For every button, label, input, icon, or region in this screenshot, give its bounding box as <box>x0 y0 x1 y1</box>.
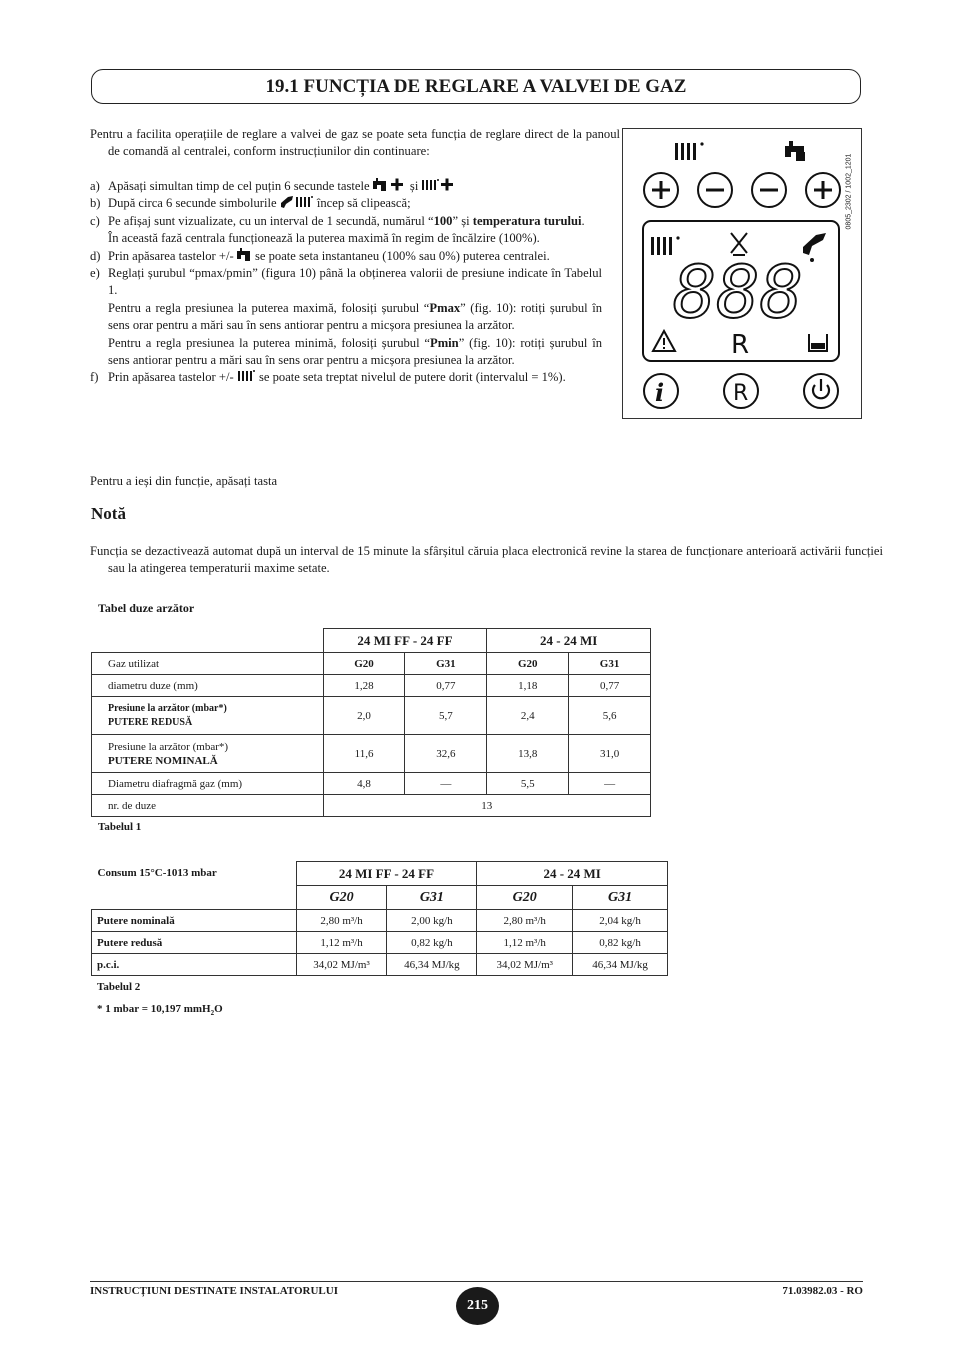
step-e-pmax: Pentru a regla presiunea la puterea maximă, folosiți șurubul “Pmax” (fig. 10): rotiți șurubul în sens orar pentru a mări sau în sens antiorar pentru a micșora presiunea la arzător. <box>108 300 602 333</box>
steps-list <box>90 178 602 387</box>
table-row: Putere redusă 1,12 m³/h 0,82 kg/h 1,12 m³/h 0,82 kg/h <box>92 932 668 954</box>
step-d: d) Prin apăsarea tastelor +/- se poate seta instantaneu (100% sau 0%) puterea centralei. <box>90 248 550 263</box>
table-row: p.c.i. 34,02 MJ/m³ 46,34 MJ/kg 34,02 MJ/m³ 46,34 MJ/kg <box>92 954 668 976</box>
control-panel-figure <box>622 128 862 419</box>
radiator-icon <box>237 369 256 383</box>
footer-divider <box>90 1281 863 1282</box>
table-row: Presiune la arzător (mbar*) PUTERE REDUSĂ 2,0 5,7 2,4 5,6 <box>92 697 651 735</box>
footer-right: 71.03982.03 - RO <box>782 1285 863 1297</box>
table2-group-header: 24 - 24 MI <box>477 862 668 886</box>
step-e-pmin: Pentru a regla presiunea la puterea minimă, folosiți șurubul “Pmin” (fig. 10): rotiți șurubul în sens antiorar pentru a mări sau în sens orar pentru a micșora presiunea la arzător. <box>108 335 602 368</box>
nota-heading: Notă <box>91 504 126 523</box>
unit-note: * 1 mbar = 10,197 mmH$_2$O <box>97 1003 223 1018</box>
lcd-digits: 888 <box>673 250 804 334</box>
step-a: a) Apăsați simultan timp de cel puțin 6 secunde tastele și <box>90 178 602 195</box>
radiator-icon <box>675 142 704 160</box>
page-number: 215 <box>456 1287 499 1325</box>
radiator-plus-icon <box>421 178 455 192</box>
figure-code: 0805_2302 / 1002_1201 <box>845 153 853 229</box>
step-b: b) După circa 6 secunde simbolurile încep să clipească; <box>90 196 411 211</box>
tap-plus-icon <box>373 178 407 192</box>
intro-paragraph: Pentru a facilita operațiile de reglare a valvei de gaz se poate seta funcția de reglare direct de la panoul de comandă al centralei, conform instrucțiunilor din continuare: <box>90 127 620 159</box>
nozzle-table <box>91 628 651 817</box>
table-row: diametru duze (mm) 1,28 0,77 1,18 0,77 <box>92 675 651 697</box>
reset-indicator-icon: R <box>731 330 750 360</box>
step-c: c) Pe afișaj sunt vizualizate, cu un interval de 1 secundă, numărul “100” și temperatura turului. <box>90 213 585 228</box>
exit-text: Pentru a ieși din funcție, apăsați tasta <box>90 474 278 488</box>
tap-icon <box>785 141 805 161</box>
table-row: nr. de duze 13 <box>92 795 651 817</box>
table-row: Diametru diafragmă gaz (mm) 4,8 — 5,5 — <box>92 773 651 795</box>
step-f: f) Prin apăsarea tastelor +/- se poate seta treptat nivelul de putere dorit (intervalul = 1%). <box>90 370 566 385</box>
table2-footnote: Tabelul 2 <box>97 981 141 993</box>
tap-icon <box>237 248 252 262</box>
table-row: Putere nominală 2,80 m³/h 2,00 kg/h 2,80 m³/h 2,04 kg/h <box>92 910 668 932</box>
table1-group-header: 24 - 24 MI <box>487 629 651 653</box>
flame-icon <box>803 233 826 255</box>
table1-footnote: Tabelul 1 <box>98 821 142 833</box>
reset-icon: R <box>733 381 749 406</box>
section-title: 19.1 FUNCȚIA DE REGLARE A VALVEI DE GAZ <box>91 69 861 104</box>
flame-radiator-icon <box>280 195 314 209</box>
step-c-note: În această fază centrala funcționează la puterea maximă în regim de încălzire (100%). <box>108 231 540 246</box>
info-icon: i <box>655 378 665 407</box>
table-row: Presiune la arzător (mbar*) PUTERE NOMINALĂ 11,6 32,6 13,8 31,0 <box>92 735 651 773</box>
table1-caption: Tabel duze arzător <box>98 601 195 615</box>
step-e: e) Reglați șurubul “pmax/pmin” (figura 10) până la obținerea valorii de presiune indicate în Tabelul 1. <box>90 266 602 298</box>
nota-text: Funcția se dezactivează automat după un interval de 15 minute la sfârșitul căruia placa electronică revine la starea de funcționare anterioară activării funcției sau la atingerea temperaturii maxime setate. <box>90 544 883 576</box>
control-panel-drawing <box>623 129 861 418</box>
table-row: Gaz utilizat G20 G31 G20 G31 <box>92 653 651 675</box>
footer-left: INSTRUCȚIUNI DESTINATE INSTALATORULUI <box>90 1285 338 1297</box>
consumption-table: Consum 15°C-1013 mbar 24 MI FF - 24 FF 24 - 24 MI G20 G31 G20 G31 Putere nominală 2,80 m³/h 2,00 kg/h 2,80 m³/h 2,04 kg/h Putere redusă 1,12 m³/h 0,82 kg/h 1,12 m³/h 0,82 kg/h p.c.i. 34,02 MJ/m³ 46,34 MJ/kg 34,02 MJ/m³ 46,34 MJ/kg <box>91 861 668 976</box>
table2-group-header: 24 MI FF - 24 FF <box>296 862 477 886</box>
table2-caption: Consum 15°C-1013 mbar <box>92 862 297 910</box>
table1-group-header: 24 MI FF - 24 FF <box>323 629 487 653</box>
power-icon <box>813 379 829 398</box>
